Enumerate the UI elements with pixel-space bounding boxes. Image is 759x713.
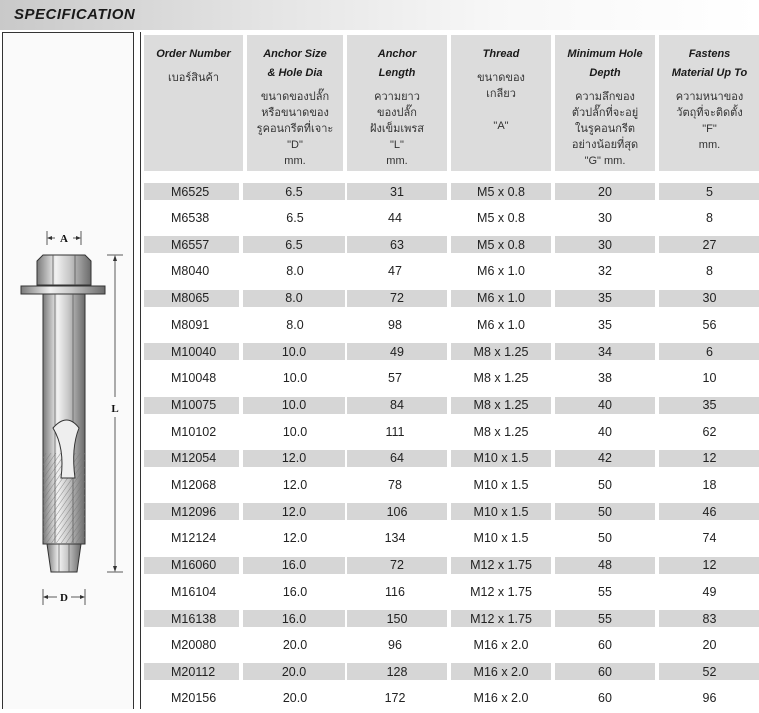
table-cell: M5 x 0.8 (451, 183, 551, 200)
header-thai-label (347, 89, 447, 169)
dimension-d-label: D (60, 592, 68, 604)
table-cell: 62 (702, 424, 717, 439)
table-cell: 74 (702, 531, 717, 546)
header-thai-line: ตัวปลั๊กที่จะอยู่ (571, 107, 639, 119)
header-english-label (555, 45, 655, 83)
table-cell: 20.0 (282, 638, 308, 653)
specification-table (140, 32, 759, 709)
table-cell: 30 (598, 211, 612, 226)
table-cell: M6557 (144, 236, 239, 253)
table-cell: 18 (702, 477, 717, 492)
table-row (141, 685, 759, 712)
header-thai-label (247, 89, 343, 169)
table-cell: M6 x 1.0 (477, 264, 525, 279)
header-thai-line: "F" (702, 123, 717, 135)
table-row (141, 397, 759, 414)
header-thai-line: ในรูคอนกรีต (575, 123, 635, 135)
table-cell: 27 (659, 236, 759, 253)
table-cell: 31 (347, 183, 447, 200)
table-cell: 8 (706, 211, 713, 226)
header-english-line: Length (378, 67, 416, 79)
table-cell: 10 (702, 371, 717, 386)
table-cell: M16 x 2.0 (473, 638, 529, 653)
header-thai-line: "L" (390, 139, 404, 151)
table-cell: M8 x 1.25 (451, 343, 551, 360)
table-row (141, 365, 759, 392)
table-row (141, 525, 759, 552)
table-cell: M5 x 0.8 (451, 236, 551, 253)
header-thai-line: "D" (287, 139, 303, 151)
table-cell: M10075 (144, 397, 239, 414)
table-cell: 12.0 (282, 531, 308, 546)
header-thai-line: ขนาดของปลั๊ก (260, 91, 330, 103)
header-english-line: Fastens (688, 48, 731, 60)
table-cell: M10048 (171, 371, 217, 386)
header-thai-line: วัตถุที่จะติดตั้ง (676, 107, 743, 119)
table-row (141, 236, 759, 253)
table-cell: M8 x 1.25 (473, 371, 529, 386)
header-english-label (659, 45, 759, 83)
table-cell: M16 x 2.0 (473, 691, 529, 706)
table-cell: 60 (598, 691, 612, 706)
table-cell: M6525 (144, 183, 239, 200)
table-cell: 64 (347, 450, 447, 467)
table-cell: 8.0 (286, 264, 304, 279)
table-cell: 16.0 (243, 557, 345, 574)
header-thread (451, 35, 551, 171)
table-cell: 34 (555, 343, 655, 360)
table-row (141, 290, 759, 307)
table-cell: M12 x 1.75 (470, 584, 532, 599)
table-cell: 12.0 (243, 503, 345, 520)
header-thai-line: mm. (698, 139, 721, 151)
anchor-sleeve-icon (43, 294, 85, 572)
washer-icon (21, 286, 105, 294)
table-row (141, 557, 759, 574)
table-cell: 6.5 (243, 183, 345, 200)
table-row (141, 610, 759, 627)
header-english-line: Anchor Size (263, 48, 327, 60)
header-thai-line: ฝังเข็มเพรส (370, 123, 424, 135)
header-english-line: Minimum Hole (567, 48, 643, 60)
header-thai-line: "G" mm. (584, 155, 626, 167)
table-cell: M10102 (171, 424, 217, 439)
header-thai-line: ความหนาของ (675, 91, 744, 103)
table-cell: M6 x 1.0 (451, 290, 551, 307)
table-cell: 84 (347, 397, 447, 414)
header-thai-line: mm. (386, 155, 408, 167)
table-cell: M16104 (171, 584, 217, 599)
table-cell: 12.0 (282, 477, 308, 492)
header-thai-line: ความลึกของ (575, 91, 635, 103)
table-body (141, 178, 759, 712)
table-cell: 116 (385, 584, 405, 599)
table-cell: 44 (388, 211, 402, 226)
table-cell: M20156 (171, 691, 217, 706)
table-cell: 12.0 (243, 450, 345, 467)
table-cell: M12096 (144, 503, 239, 520)
table-cell: 47 (388, 264, 402, 279)
table-cell: 6.5 (243, 236, 345, 253)
table-cell: M8040 (171, 264, 210, 279)
header-thai-label (451, 70, 551, 134)
table-cell: 20 (702, 638, 717, 653)
table-cell: 6.5 (286, 211, 304, 226)
table-cell: 48 (555, 557, 655, 574)
table-cell: 12 (659, 450, 759, 467)
table-row (141, 343, 759, 360)
table-cell: M12124 (171, 531, 217, 546)
table-cell: M10040 (144, 343, 239, 360)
table-cell: 38 (598, 371, 612, 386)
header-thai-line: mm. (284, 155, 306, 167)
header-fastens-material (659, 35, 759, 171)
header-thai-label (144, 70, 243, 86)
table-row (141, 205, 759, 232)
header-thai-line: "A" (493, 120, 509, 132)
table-cell: M8065 (144, 290, 239, 307)
header-english-label (144, 45, 243, 64)
table-cell: M20112 (144, 663, 239, 680)
header-anchor-size (247, 35, 343, 171)
table-cell: M8091 (171, 317, 210, 332)
header-order-number (144, 35, 243, 171)
table-row (141, 450, 759, 467)
table-cell: M10 x 1.5 (473, 477, 529, 492)
table-cell: M12054 (144, 450, 239, 467)
table-cell: 57 (388, 371, 402, 386)
table-row (141, 632, 759, 659)
table-cell: 52 (659, 663, 759, 680)
header-english-line: & Hole Dia (267, 67, 323, 79)
table-cell: 150 (347, 610, 447, 627)
title-bar (0, 0, 759, 30)
table-cell: 10.0 (282, 424, 308, 439)
table-cell: 8 (706, 264, 713, 279)
table-cell: 128 (347, 663, 447, 680)
table-cell: 111 (385, 424, 405, 439)
header-thai-line: เกลียว (486, 88, 516, 100)
table-cell: 72 (347, 290, 447, 307)
table-cell: M16138 (144, 610, 239, 627)
table-cell: 50 (598, 477, 612, 492)
table-cell: 55 (555, 610, 655, 627)
table-cell: 98 (388, 317, 402, 332)
table-cell: 6 (659, 343, 759, 360)
table-row (141, 311, 759, 338)
table-cell: 55 (598, 584, 612, 599)
table-cell: 50 (598, 531, 612, 546)
table-cell: M20080 (171, 638, 217, 653)
table-cell: 10.0 (243, 397, 345, 414)
table-cell: 5 (659, 183, 759, 200)
table-cell: 20 (555, 183, 655, 200)
table-cell: 78 (388, 477, 402, 492)
header-thai-line: รูคอนกรีตที่เจาะ (256, 123, 334, 135)
header-thai-line: ขนาดของ (477, 72, 525, 84)
table-cell: 35 (659, 397, 759, 414)
table-cell: M5 x 0.8 (477, 211, 525, 226)
header-english-line: Anchor (377, 48, 417, 60)
table-cell: 96 (702, 691, 717, 706)
header-thai-label (555, 89, 655, 169)
table-cell: 63 (347, 236, 447, 253)
table-cell: 35 (598, 317, 612, 332)
header-thai-line: เบอร์สินค้า (167, 72, 220, 84)
table-cell: M12 x 1.75 (451, 557, 551, 574)
table-cell: 106 (347, 503, 447, 520)
table-cell: 16.0 (282, 584, 308, 599)
table-cell: 40 (555, 397, 655, 414)
table-cell: 56 (702, 317, 717, 332)
table-cell: 8.0 (286, 317, 304, 332)
table-cell: 12 (659, 557, 759, 574)
table-cell: M8 x 1.25 (451, 397, 551, 414)
header-thai-line: ของปลั๊ก (377, 107, 417, 119)
table-row (141, 418, 759, 445)
table-cell: M6 x 1.0 (477, 317, 525, 332)
table-cell: M8 x 1.25 (473, 424, 529, 439)
table-cell: M16 x 2.0 (451, 663, 551, 680)
sleeve-anchor-diagram (3, 33, 133, 708)
table-cell: 60 (598, 638, 612, 653)
page-title: SPECIFICATION (14, 6, 136, 23)
table-cell: 10.0 (282, 371, 308, 386)
table-cell: 50 (555, 503, 655, 520)
table-row (141, 472, 759, 499)
table-cell: 20.0 (243, 663, 345, 680)
table-header (141, 32, 759, 174)
table-cell: 83 (659, 610, 759, 627)
table-cell: M10 x 1.5 (451, 503, 551, 520)
table-cell: 20.0 (282, 691, 308, 706)
table-cell: 172 (384, 691, 406, 706)
table-cell: M10 x 1.5 (451, 450, 551, 467)
table-row (141, 183, 759, 200)
header-thai-label (659, 89, 759, 153)
table-cell: 42 (555, 450, 655, 467)
header-english-line: Depth (589, 67, 621, 79)
header-minimum-hole-depth (555, 35, 655, 171)
table-cell: M16060 (144, 557, 239, 574)
header-anchor-length (347, 35, 447, 171)
anchor-diagram-panel (2, 32, 134, 709)
table-cell: 96 (388, 638, 402, 653)
header-english-label (247, 45, 343, 83)
table-row (141, 503, 759, 520)
header-thai-line: ความยาว (374, 91, 420, 103)
header-thai-line: อย่างน้อยที่สุด (571, 139, 639, 151)
table-cell: 10.0 (243, 343, 345, 360)
dimension-a-label: A (60, 233, 68, 245)
header-english-line: Thread (482, 48, 520, 60)
header-english-line: Material Up To (671, 67, 748, 79)
table-cell: M12068 (171, 477, 217, 492)
table-cell: M6538 (171, 211, 210, 226)
table-cell: 32 (598, 264, 612, 279)
table-cell: 16.0 (243, 610, 345, 627)
header-english-line: Order Number (156, 48, 231, 60)
table-row (141, 258, 759, 285)
header-english-label (347, 45, 447, 83)
dimension-l-label: L (111, 403, 119, 415)
table-cell: 35 (555, 290, 655, 307)
table-cell: 134 (384, 531, 406, 546)
table-cell: 30 (555, 236, 655, 253)
table-cell: 49 (347, 343, 447, 360)
table-cell: 72 (347, 557, 447, 574)
header-thai-line (451, 102, 551, 118)
table-cell: 46 (659, 503, 759, 520)
table-cell: 30 (659, 290, 759, 307)
table-row (141, 578, 759, 605)
table-cell: M12 x 1.75 (451, 610, 551, 627)
header-english-label (451, 45, 551, 64)
table-cell: 8.0 (243, 290, 345, 307)
header-thai-line: หรือขนาดของ (261, 107, 329, 119)
table-cell: 49 (702, 584, 717, 599)
table-cell: 40 (598, 424, 612, 439)
hex-nut-icon (37, 255, 91, 285)
table-cell: 60 (555, 663, 655, 680)
table-row (141, 663, 759, 680)
table-cell: M10 x 1.5 (473, 531, 529, 546)
